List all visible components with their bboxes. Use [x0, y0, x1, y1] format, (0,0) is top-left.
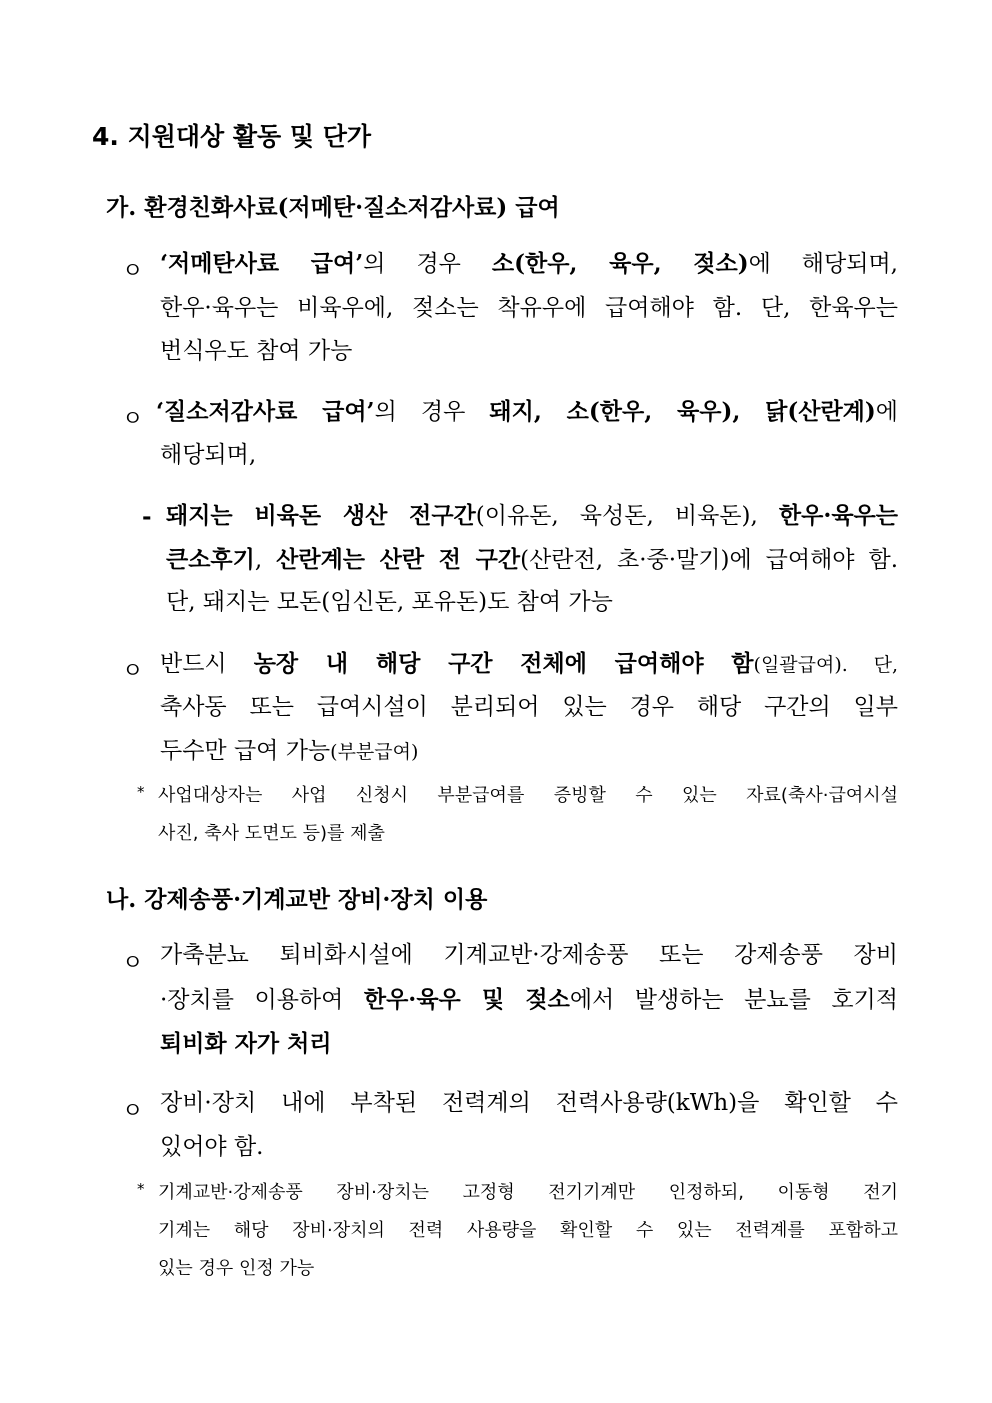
- bullet-marker: ㅇ: [122, 407, 144, 432]
- note2-line2: 기계는 해당 장비·장치의 전력 사용량을 확인할 수 있는 전력계를 포함하고: [158, 1220, 898, 1241]
- para4-line1: 반드시 농장 내 해당 구간 전체에 급여해야 함(일괄급여). 단,: [160, 650, 898, 677]
- para2-line1: ‘질소저감사료 급여’의 경우 돼지, 소(한우, 육우), 닭(산란계)에: [156, 398, 898, 425]
- subsection-a-title: 가. 환경친화사료(저메탄·질소저감사료) 급여: [106, 194, 560, 221]
- bullet-marker: ㅇ: [122, 659, 144, 684]
- para1-line2: 한우·육우는 비육우에, 젖소는 착유우에 급여해야 함. 단, 한육우는: [160, 295, 898, 321]
- para3-line3: 단, 돼지는 모돈(임신돈, 포유돈)도 참여 가능: [166, 589, 613, 615]
- para4-line2: 축사동 또는 급여시설이 분리되어 있는 경우 해당 구간의 일부: [160, 694, 898, 720]
- note1-line1: 사업대상자는 사업 신청시 부분급여를 증빙할 수 있는 자료(축사·급여시설: [158, 785, 898, 806]
- bullet-marker: ㅇ: [122, 259, 144, 284]
- note2-line3: 있는 경우 인정 가능: [158, 1258, 315, 1279]
- para3-line1: 돼지는 비육돈 생산 전구간(이유돈, 육성돈, 비육돈), 한우·육우는: [166, 502, 898, 529]
- note-marker: *: [137, 1180, 145, 1198]
- note2-line1: 기계교반·강제송풍 장비·장치는 고정형 전기기계만 인정하되, 이동형 전기: [158, 1182, 898, 1203]
- section-title: 4. 지원대상 활동 및 단가: [92, 122, 372, 151]
- subsection-b-title: 나. 강제송풍·기계교반 장비·장치 이용: [106, 886, 488, 913]
- note-marker: *: [137, 783, 145, 801]
- dash-marker: -: [142, 503, 152, 530]
- para1-line3: 번식우도 참여 가능: [160, 338, 353, 364]
- para6-line2: 있어야 함.: [160, 1134, 264, 1160]
- para5-line2: ·장치를 이용하여 한우·육우 및 젖소에서 발생하는 분뇨를 호기적: [160, 986, 898, 1013]
- para4-line3: 두수만 급여 가능(부분급여): [160, 738, 419, 764]
- note1-line2: 사진, 축사 도면도 등)를 제출: [158, 823, 385, 844]
- para2-line2: 해당되며,: [160, 442, 257, 468]
- para6-line1: 장비·장치 내에 부착된 전력계의 전력사용량(kWh)을 확인할 수: [160, 1090, 898, 1116]
- bullet-marker: ㅇ: [122, 951, 144, 976]
- para3-line2: 큰소후기, 산란계는 산란 전 구간(산란전, 초·중·말기)에 급여해야 함.: [166, 546, 898, 573]
- bullet-marker: ㅇ: [122, 1099, 144, 1124]
- para1-line1: ‘저메탄사료 급여’의 경우 소(한우, 육우, 젖소)에 해당되며,: [160, 250, 898, 277]
- para5-line1: 가축분뇨 퇴비화시설에 기계교반·강제송풍 또는 강제송풍 장비: [160, 942, 898, 968]
- para5-line3: 퇴비화 자가 처리: [160, 1030, 332, 1057]
